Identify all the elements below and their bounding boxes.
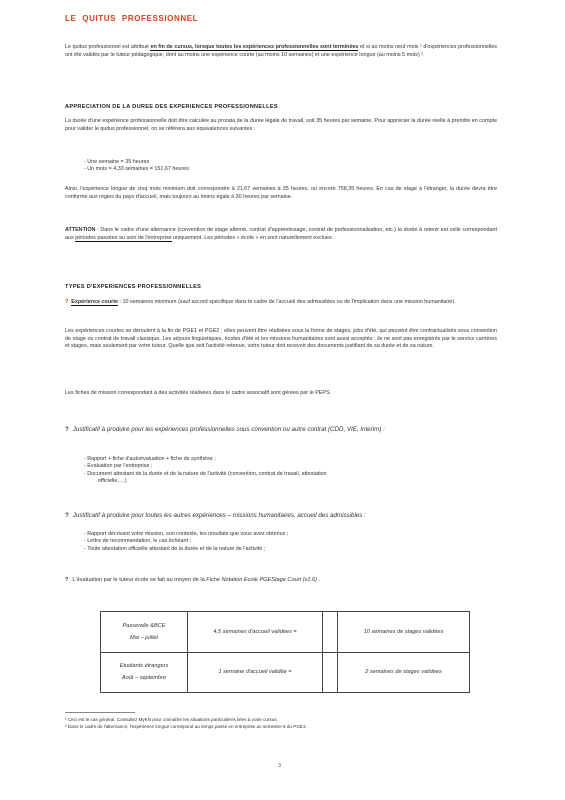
intro-rest: et si au moins neuf mois ¹ d'expériences professionnelles ont été validés par le tuteur pédagogique, dont au moins une expérience courte (au moins 10 semaines) et une expérience longue (au moins 5 mois) ². bbox=[65, 44, 498, 58]
equivalence-list bbox=[84, 159, 497, 174]
table-row bbox=[101, 612, 470, 653]
table-cell-label bbox=[101, 652, 188, 693]
footnotes bbox=[65, 717, 497, 730]
table-cell: 1 semaine d'accueil validée = bbox=[188, 652, 323, 693]
row-label: Etudiants étrangers bbox=[119, 663, 169, 670]
evaluation-line bbox=[65, 576, 505, 584]
courte-text: : 10 semaines minimum (sauf accord spécifique dans le cadre de l'accueil des admissibles ou de l'implication dans une mission humanitaire). bbox=[118, 299, 456, 305]
table-cell: 10 semaines de stages validées bbox=[338, 612, 470, 653]
attention-label: ATTENTION bbox=[65, 227, 96, 233]
question-mark-icon: ? bbox=[65, 577, 69, 583]
justificatif-1 bbox=[65, 426, 505, 434]
evaluation-form-name: Fiche Notation Ecole PGEStage Court (v1.6) bbox=[206, 577, 317, 583]
page-title: LE QUITUS PROFESSIONNEL bbox=[65, 14, 199, 23]
table-row bbox=[101, 652, 470, 693]
table-spacer bbox=[323, 612, 338, 653]
appreciation-paragraph-2: Ainsi, l'expérience longue de cinq mois minimum doit correspondre à 21,67 semaines à 35 heures, ou encore 758,35 heures. En cas de stage à l'étranger, la durée devra être conforme aux règles du pays d'accueil, mais toujours au moins égale à 30 heures par semaine. bbox=[65, 186, 497, 200]
types-heading: TYPES D'EXPERIENCES PROFESSIONNELLES bbox=[65, 284, 202, 290]
table-cell-label bbox=[101, 612, 188, 653]
question-mark-icon: ? bbox=[65, 426, 69, 433]
list-item: - Toute attestation officielle attestant de la durée et de la nature de l'activité ; bbox=[84, 545, 266, 552]
list-item: - Rapport + fiche d'autoévaluation + fiche de synthèse ; bbox=[84, 456, 216, 462]
courte-paragraph bbox=[65, 299, 497, 307]
evaluation-end: . bbox=[316, 577, 321, 583]
question-mark-icon: ? bbox=[65, 512, 69, 519]
justificatif-1-text: Justificatif à produire pour les expériences professionnelles sous convention ou autre contrat (CDD, VIE, Interim) : bbox=[72, 426, 385, 433]
attention-end: uniquement. Les périodes « école » en sont naturellement exclues. bbox=[171, 234, 334, 241]
intro-lead: Le quitus professionnel est attribué bbox=[65, 44, 151, 50]
attention-underlined: périodes passées au sein de l'entreprise bbox=[75, 234, 172, 241]
table-cell: 4,5 semaines d'accueil validées = bbox=[188, 612, 323, 653]
types-paragraph: Les expériences courtes se déroulent à la fin de PGE1 et PGE2 ; elles peuvent être réalisées sous la forme de stages, jobs d'été, qui peuvent être contractualisés sous convention de stage ou contrat de travail classique. Les séjours linguistiques, écoles d'été et les missions humanitaires sont aussi acceptés ; ils ne sont pas enregistrés par le service carrières et stages, mais seulement par votre tuteur. Quelle que soit l'activité retenue, votre tuteur doit recevoir des documents justifiant de sa durée et de sa nature. bbox=[65, 328, 497, 350]
intro-paragraph bbox=[65, 44, 497, 59]
list-item: officielle, ...) bbox=[98, 478, 127, 485]
row-label: Passerelle &BCE bbox=[122, 622, 166, 629]
footnote: ¹ Ceci est le cas général. Consultez MyKN pour connaître les situations particulières liées à votre cursus. bbox=[65, 717, 278, 722]
attention-text: : Dans le cadre d'une alternance (convention de stage alterné, contrat d'apprentissage, contrat de professionnalisation, etc.) la durée à retenir est celle correspondant aux bbox=[65, 227, 497, 241]
row-period: Mai – juillet bbox=[130, 634, 158, 641]
table-spacer bbox=[323, 652, 338, 693]
courte-label: Expérience courte bbox=[71, 299, 119, 305]
justificatif-2-text: Justificatif à produire pour toutes les autres expériences – missions humanitaires, accueil des admissibles : bbox=[72, 512, 366, 519]
list-item: - Evaluation par l'entreprise ; bbox=[84, 463, 153, 470]
list-item: - Rapport décrivant votre mission, son contexte, les résultats que vous avez obtenus ; bbox=[84, 531, 289, 537]
list-item: - Document attestant de la durée et de la nature de l'activité (convention, contrat de travail, attestation bbox=[84, 470, 327, 477]
equivalence-item: - Une semaine = 35 heures bbox=[84, 159, 150, 165]
attention-paragraph bbox=[65, 227, 497, 242]
table-cell: 2 semaines de stages validées bbox=[338, 652, 470, 693]
footnote-separator bbox=[65, 712, 135, 713]
justificatif-2 bbox=[65, 512, 505, 520]
footnote: ² Dans le cadre de l'alternance, l'expérience longue correspond au temps passé en entreprise au semestre 6 du PGE3. bbox=[65, 723, 307, 729]
types-paragraph-2: Les fiches de mission correspondant à des activités réalisées dans le cadre associatif sont gérées par le PEPS. bbox=[65, 390, 332, 396]
list-item: - Lettre de recommandation, le cas échéant ; bbox=[84, 538, 191, 545]
justificatif-2-list bbox=[84, 531, 497, 553]
justificatif-1-list bbox=[84, 456, 497, 486]
question-mark-icon: ? bbox=[65, 299, 69, 305]
appreciation-heading: APPRECIATION DE LA DUREE DES EXPERIENCES PROFESSIONNELLES bbox=[65, 104, 278, 110]
appreciation-paragraph: La durée d'une expérience professionnelle doit être calculée au prorata de la durée légale de travail, soit 35 heures par semaine. Pour apprécier la durée réelle à prendre en compte pour valider le quitus professionnel, on se référera aux équivalences suivantes : bbox=[65, 118, 497, 132]
row-period: Août – septembre bbox=[121, 675, 167, 682]
intro-underlined: en fin de cursus, lorsque toutes les expériences professionnelles sont terminées bbox=[150, 44, 359, 50]
evaluation-text: L'évaluation par le tuteur école se fait au moyen de la bbox=[72, 577, 207, 583]
equivalence-item: - Un mois = 4,33 semaines = 151,67 heures bbox=[84, 166, 189, 173]
page-number: 3 bbox=[278, 763, 282, 769]
equivalence-table bbox=[100, 611, 470, 693]
